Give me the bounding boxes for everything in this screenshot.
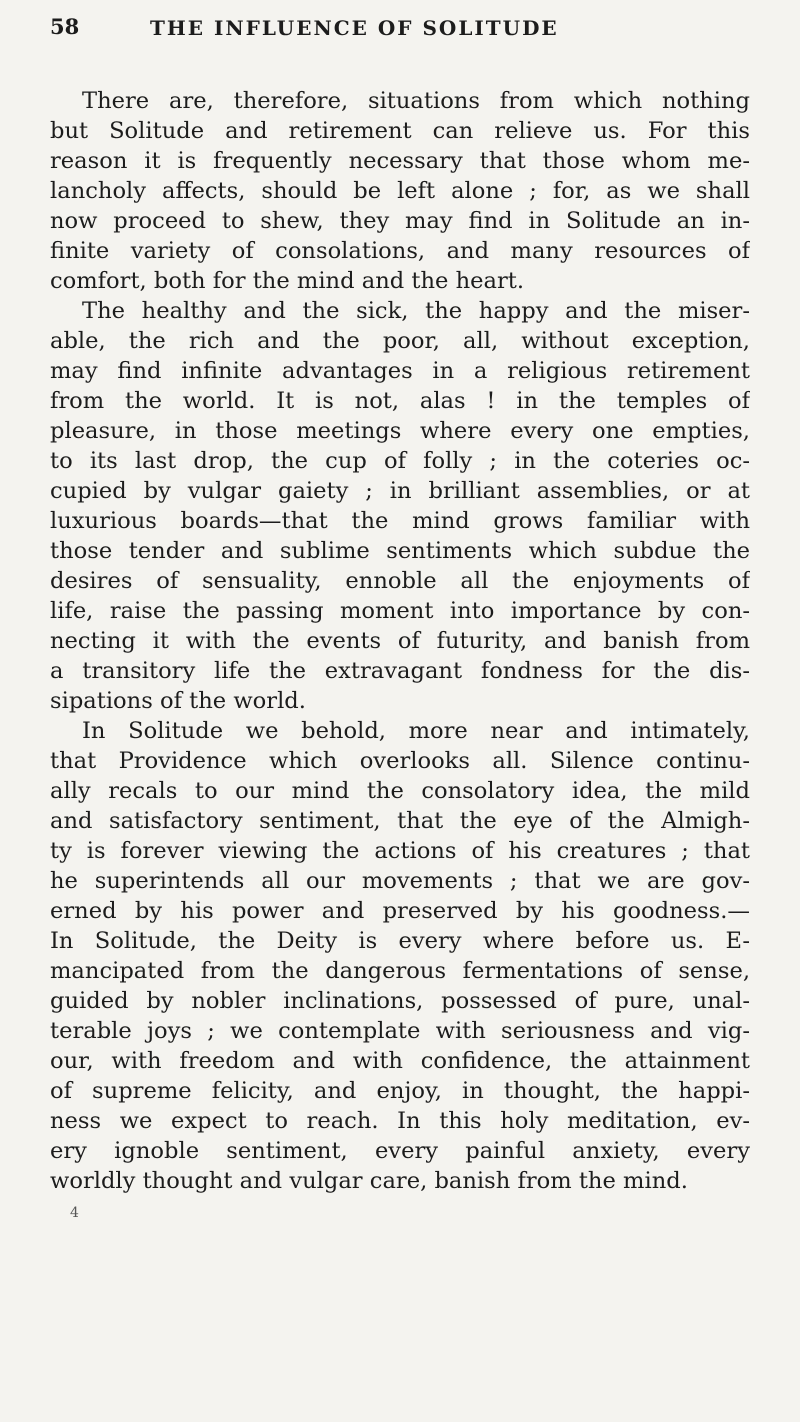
text-line: ness we expect to reach. In this holy meditation, ev- — [50, 1108, 750, 1134]
text-line: ally recals to our mind the consolatory idea, the mild — [50, 778, 750, 804]
text-line: finite variety of consolations, and many resources of — [50, 238, 750, 264]
text-line: desires of sensuality, ennoble all the enjoyments of — [50, 568, 750, 594]
text-line: those tender and sublime sentiments which subdue the — [50, 538, 750, 564]
text-line: worldly thought and vulgar care, banish from the mind. — [50, 1168, 688, 1194]
text-line: that Providence which overlooks all. Silence continu- — [50, 748, 750, 774]
text-line: able, the rich and the poor, all, without exception, — [50, 328, 750, 354]
running-head — [50, 8, 750, 42]
text-line: a transitory life the extravagant fondness for the dis- — [50, 658, 750, 684]
text-line: of supreme felicity, and enjoy, in thought, the happi- — [50, 1078, 750, 1104]
text-line: mancipated from the dangerous fermentations of sense, — [50, 958, 750, 984]
text-line: In Solitude, the Deity is every where before us. E- — [50, 928, 750, 954]
text-line: ty is forever viewing the actions of his creatures ; that — [50, 838, 750, 864]
text-line: reason it is frequently necessary that those whom me- — [50, 148, 750, 174]
text-line: The healthy and the sick, the happy and the miser- — [82, 298, 750, 324]
text-line: to its last drop, the cup of folly ; in the coteries oc- — [50, 448, 750, 474]
text-line: but Solitude and retirement can relieve us. For this — [50, 118, 750, 144]
text-line: he superintends all our movements ; that we are gov- — [50, 868, 750, 894]
text-line: may find infinite advantages in a religious retirement — [50, 358, 750, 384]
text-line: luxurious boards—that the mind grows familiar with — [50, 508, 750, 534]
text-line: necting it with the events of futurity, and banish from — [50, 628, 750, 654]
text-line: guided by nobler inclinations, possessed of pure, unal- — [50, 988, 750, 1014]
text-line: In Solitude we behold, more near and intimately, — [82, 718, 750, 744]
text-line: life, raise the passing moment into importance by con- — [50, 598, 750, 624]
footer-mark: 4 — [70, 1205, 79, 1221]
text-line: pleasure, in those meetings where every one empties, — [50, 418, 750, 444]
text-line: terable joys ; we contemplate with seriousness and vig- — [50, 1018, 750, 1044]
page-number: 58 — [50, 14, 80, 39]
text-line: erned by his power and preserved by his goodness.— — [50, 898, 750, 924]
text-line: from the world. It is not, alas ! in the temples of — [50, 388, 750, 414]
text-line: There are, therefore, situations from which nothing — [82, 88, 750, 114]
text-line: ery ignoble sentiment, every painful anxiety, every — [50, 1138, 750, 1164]
text-line: comfort, both for the mind and the heart. — [50, 268, 525, 294]
running-title: THE INFLUENCE OF SOLITUDE — [150, 16, 559, 40]
text-line: now proceed to shew, they may find in Solitude an in- — [50, 208, 750, 234]
text-line: lancholy affects, should be left alone ; for, as we shall — [50, 178, 750, 204]
text-line: our, with freedom and with confidence, the attainment — [50, 1048, 750, 1074]
text-line: cupied by vulgar gaiety ; in brilliant assemblies, or at — [50, 478, 750, 504]
text-line: and satisfactory sentiment, that the eye of the Almigh- — [50, 808, 750, 834]
body-text — [50, 86, 750, 1196]
text-line: sipations of the world. — [50, 688, 306, 714]
